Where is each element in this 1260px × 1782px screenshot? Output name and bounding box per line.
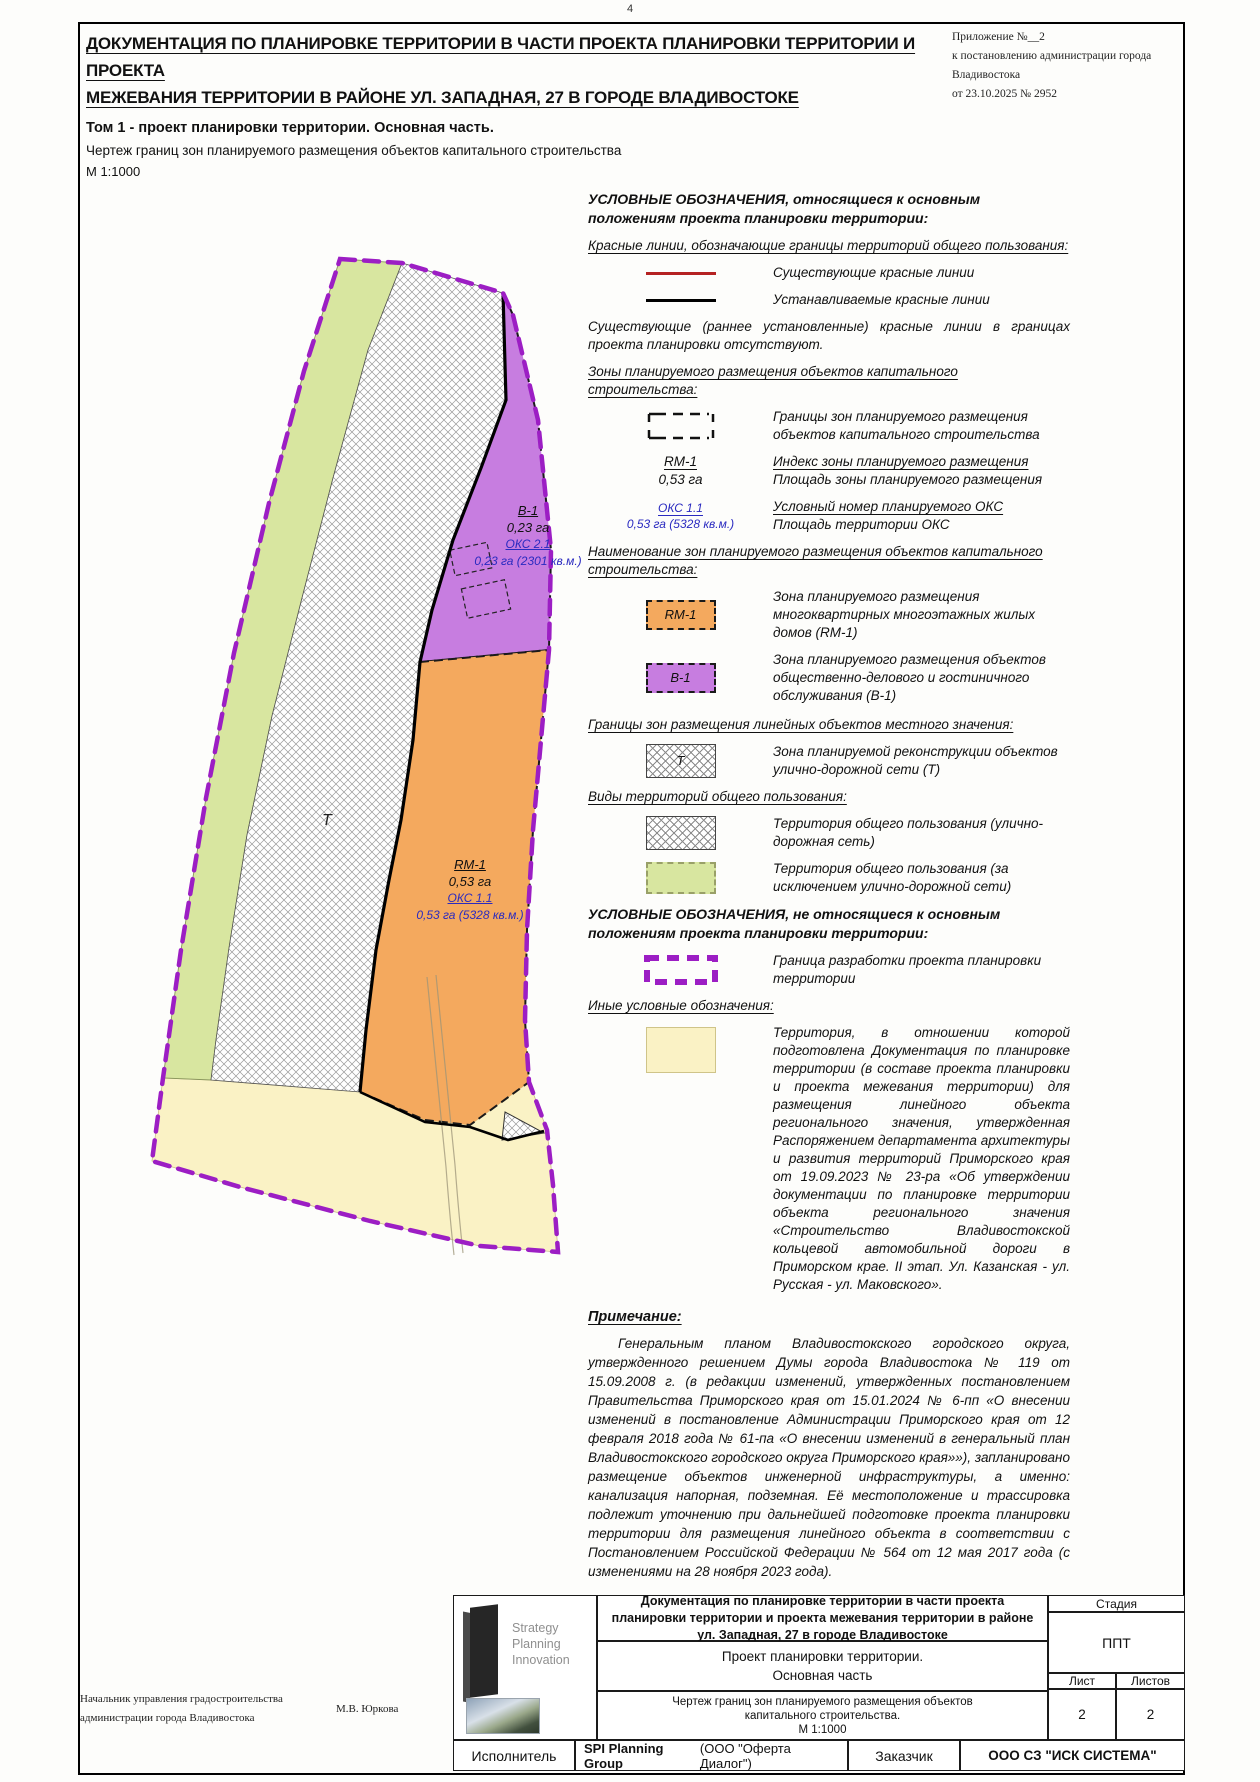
doc-title-line1: ДОКУМЕНТАЦИЯ ПО ПЛАНИРОВКЕ ТЕРРИТОРИИ В ЧАСТИ ПРОЕКТА ПЛАНИРОВКИ ТЕРРИТОРИИ И ПРОЕКТА [86,34,916,80]
spi-logo-text: Strategy Planning Innovation [512,1621,570,1667]
legend-item-zone-index [588,453,1070,489]
linear-objects-heading: Границы зон размещения линейных объектов местного значения: [588,717,1014,732]
zone-borders-label: Границы зон планируемого размещения объектов капитального строительства [773,409,1040,442]
legend [588,190,1070,1581]
sheet-header-cell: Лист [1048,1673,1116,1689]
b1-area: 0,23 га [506,520,550,535]
street-territory-swatch [646,816,716,850]
b1-index: В-1 [517,503,539,518]
annex-line4: от 23.10.2025 № 2952 [952,88,1057,100]
project-boundary-symbol [641,952,721,988]
annex-line2: к постановлению администрации города [952,50,1152,62]
sheets-header-cell: Листов [1116,1673,1185,1689]
map-label-rm1-block [390,856,550,924]
sheet-value-cell: 2 [1048,1689,1116,1740]
stage-value-cell: ППТ [1048,1612,1185,1673]
sheets-value-cell: 2 [1116,1689,1185,1740]
titleblock-logo-cell [453,1595,597,1740]
b1-oks-area: 0,23 га (2301 кв.м.) [474,554,582,568]
rm1-zone-label: Зона планируемого размещения многоквартирных многоэтажных жилых домов (RM-1) [773,589,1036,640]
signature-position: Начальник управления градостроительства администрации города Владивостока [80,1693,283,1724]
annex-line1: Приложение №__2 [952,31,1045,43]
existing-red-line-swatch [646,272,716,275]
legend-item-oks-number [588,498,1070,534]
legend-item-established-red [588,291,1070,309]
zone-area-label: Площадь зоны планируемого размещения [773,472,1043,487]
executor-value-cell [575,1740,848,1771]
legend-item-zone-borders [588,408,1070,444]
green-territory-swatch [646,862,716,894]
map-scale: М 1:1000 [86,164,141,179]
zone-index-symbol: RM-1 0,53 га [658,454,703,487]
page-number: 4 [626,3,634,15]
zone-borders-symbol [643,410,719,442]
executor-name: SPI Planning Group [584,1740,664,1771]
legend-main-heading: УСЛОВНЫЕ ОБОЗНАЧЕНИЯ, относящиеся к основным положениям проекта планировки территории: [588,191,981,226]
t-zone-label: Зона планируемой реконструкции объектов улично-дорожной сети (Т) [773,744,1058,777]
legend-other-heading: УСЛОВНЫЕ ОБОЗНАЧЕНИЯ, не относящиеся к основным положениям проекта планировки территории: [588,906,1001,941]
executor-label-cell: Исполнитель [453,1740,575,1771]
legend-item-street-territory [588,815,1070,851]
established-red-line-swatch [646,299,716,302]
legend-item-rm1 [588,588,1070,642]
volume-subtitle: Том 1 - проект планировки территории. Основная часть. [86,120,494,136]
titleblock-doc-title: Документация по планировке территории в части проекта планировки территории и проекта межевания территории в районе ул. Западная, 27 в городе Владивостоке [597,1595,1048,1641]
zones-heading: Зоны планируемого размещения объектов капитального строительства: [588,364,958,397]
green-territory-label: Территория общего пользования (за исключением улично-дорожной сети) [773,861,1012,894]
oks-number-symbol: ОКС 1.1 0,53 га (5328 кв.м.) [626,501,735,531]
linear-territory-swatch [646,1027,716,1073]
oks-number-label: Условный номер планируемого ОКС [773,499,1004,514]
logo-photo-thumbnail [466,1698,540,1734]
executor-org: (ООО "Оферта Диалог") [699,1740,791,1771]
legend-item-existing-red [588,264,1070,282]
b1-swatch: В-1 [646,663,716,693]
legend-item-t-zone [588,743,1070,779]
legend-item-b1 [588,651,1070,705]
legend-item-linear-territory [588,1024,1070,1294]
rm1-oks-number: ОКС 1.1 [447,891,493,905]
signature-name: М.В. Юркова [336,1703,399,1715]
oks-area-label: Площадь территории ОКС [773,517,950,532]
linear-territory-label: Территория, в отношении которой подготовлена Документация по планировке территории (в составе проекта планировки и проекта межевания территории) для размещения линейного объекта регионального значения, утвержденная Распоряжением департамента архитектуры и развития территорий Приморского края от 19.09.2023 № 23-ра «Об утверждении документации по планировке территории объекта регионального значения «Строительство Владивостокской кольцевой автомобильной дороги в Приморском крае. II этап. Ул. Казанская - ул. Русская - ул. Маковского». [773,1025,1070,1292]
rm1-area: 0,53 га [448,874,492,889]
b1-oks-number: ОКС 2.1 [505,537,551,551]
titleblock-drawing-cell: Чертеж границ зон планируемого размещения объектов капитального строительства. М 1:1000 [597,1691,1048,1740]
zone-index-label: Индекс зоны планируемого размещения [773,454,1029,469]
red-lines-heading: Красные линии, обозначающие границы территорий общего пользования: [588,238,1069,253]
drawing-name: Чертеж границ зон планируемого размещения объектов капитального строительства [86,143,622,158]
existing-red-label: Существующие красные линии [773,265,975,280]
street-territory-label: Территория общего пользования (улично-дорожная сеть) [773,816,1044,849]
t-zone-swatch: Т [646,744,716,778]
map-label-b1-block [448,502,608,570]
client-label-cell: Заказчик [848,1740,960,1771]
b1-zone-label: Зона планируемого размещения объектов общественно-делового и гостиничного обслуживания (В-1) [773,652,1046,703]
rm1-index: RM-1 [454,857,486,872]
map-label-t-zone: Т [322,812,332,829]
legend-item-green-territory [588,860,1070,896]
titleblock-project-cell: Проект планировки территории. Основная часть [597,1641,1048,1691]
zone-names-heading: Наименование зон планируемого размещения объектов капитального строительства: [588,544,1043,577]
misc-heading: Иные условные обозначения: [588,998,774,1013]
legend-item-project-boundary [588,952,1070,988]
doc-title-line2: МЕЖЕВАНИЯ ТЕРРИТОРИИ В РАЙОНЕ УЛ. ЗАПАДНАЯ, 27 В ГОРОДЕ ВЛАДИВОСТОКЕ [86,88,799,107]
document-header [86,30,954,179]
note-heading: Примечание: [588,1309,682,1325]
red-lines-note: Существующие (раннее установленные) красные линии в границах проекта планировки отсутствуют. [588,319,1070,352]
established-red-label: Устанавливаемые красные линии [773,292,990,307]
project-boundary-label: Граница разработки проекта планировки территории [773,953,1042,986]
annex-stamp [952,28,1178,104]
rm1-oks-area: 0,53 га (5328 кв.м.) [416,908,524,922]
client-value-cell: ООО СЗ "ИСК СИСТЕМА" [960,1740,1185,1771]
stage-header-cell: Стадия [1048,1595,1185,1612]
note-text: Генеральным планом Владивостокского городского округа, утвержденного решением Думы города Владивостока № 119 от 15.09.2008 г. (в редакции изменений, утвержденных постановлением Правительства Приморского края от 15.01.2024 № 6-пп «О внесении изменений в постановление Администрации Приморского края от 12 февраля 2018 года № 61-па «О внесении изменений в генеральный план Владивостокского городского округа Приморского края»»), запланировано размещение объектов инженерной инфраструктуры, а именно: канализация напорная, подземная. Её местоположение и трассировка подлежит уточнению при дальнейшей подготовке проекта планировки территории для размещения линейного объекта в соответствии с Постановлением Российской Федерации № 564 от 12 мая 2017 года (с изменениями на 28 ноября 2023 года). [588,1336,1070,1579]
spi-logo-mark [470,1604,498,1697]
plan-drawing [135,240,585,1270]
annex-line3: Владивостока [952,69,1021,81]
public-territory-heading: Виды территорий общего пользования: [588,789,847,804]
rm1-swatch: RM-1 [646,600,716,630]
